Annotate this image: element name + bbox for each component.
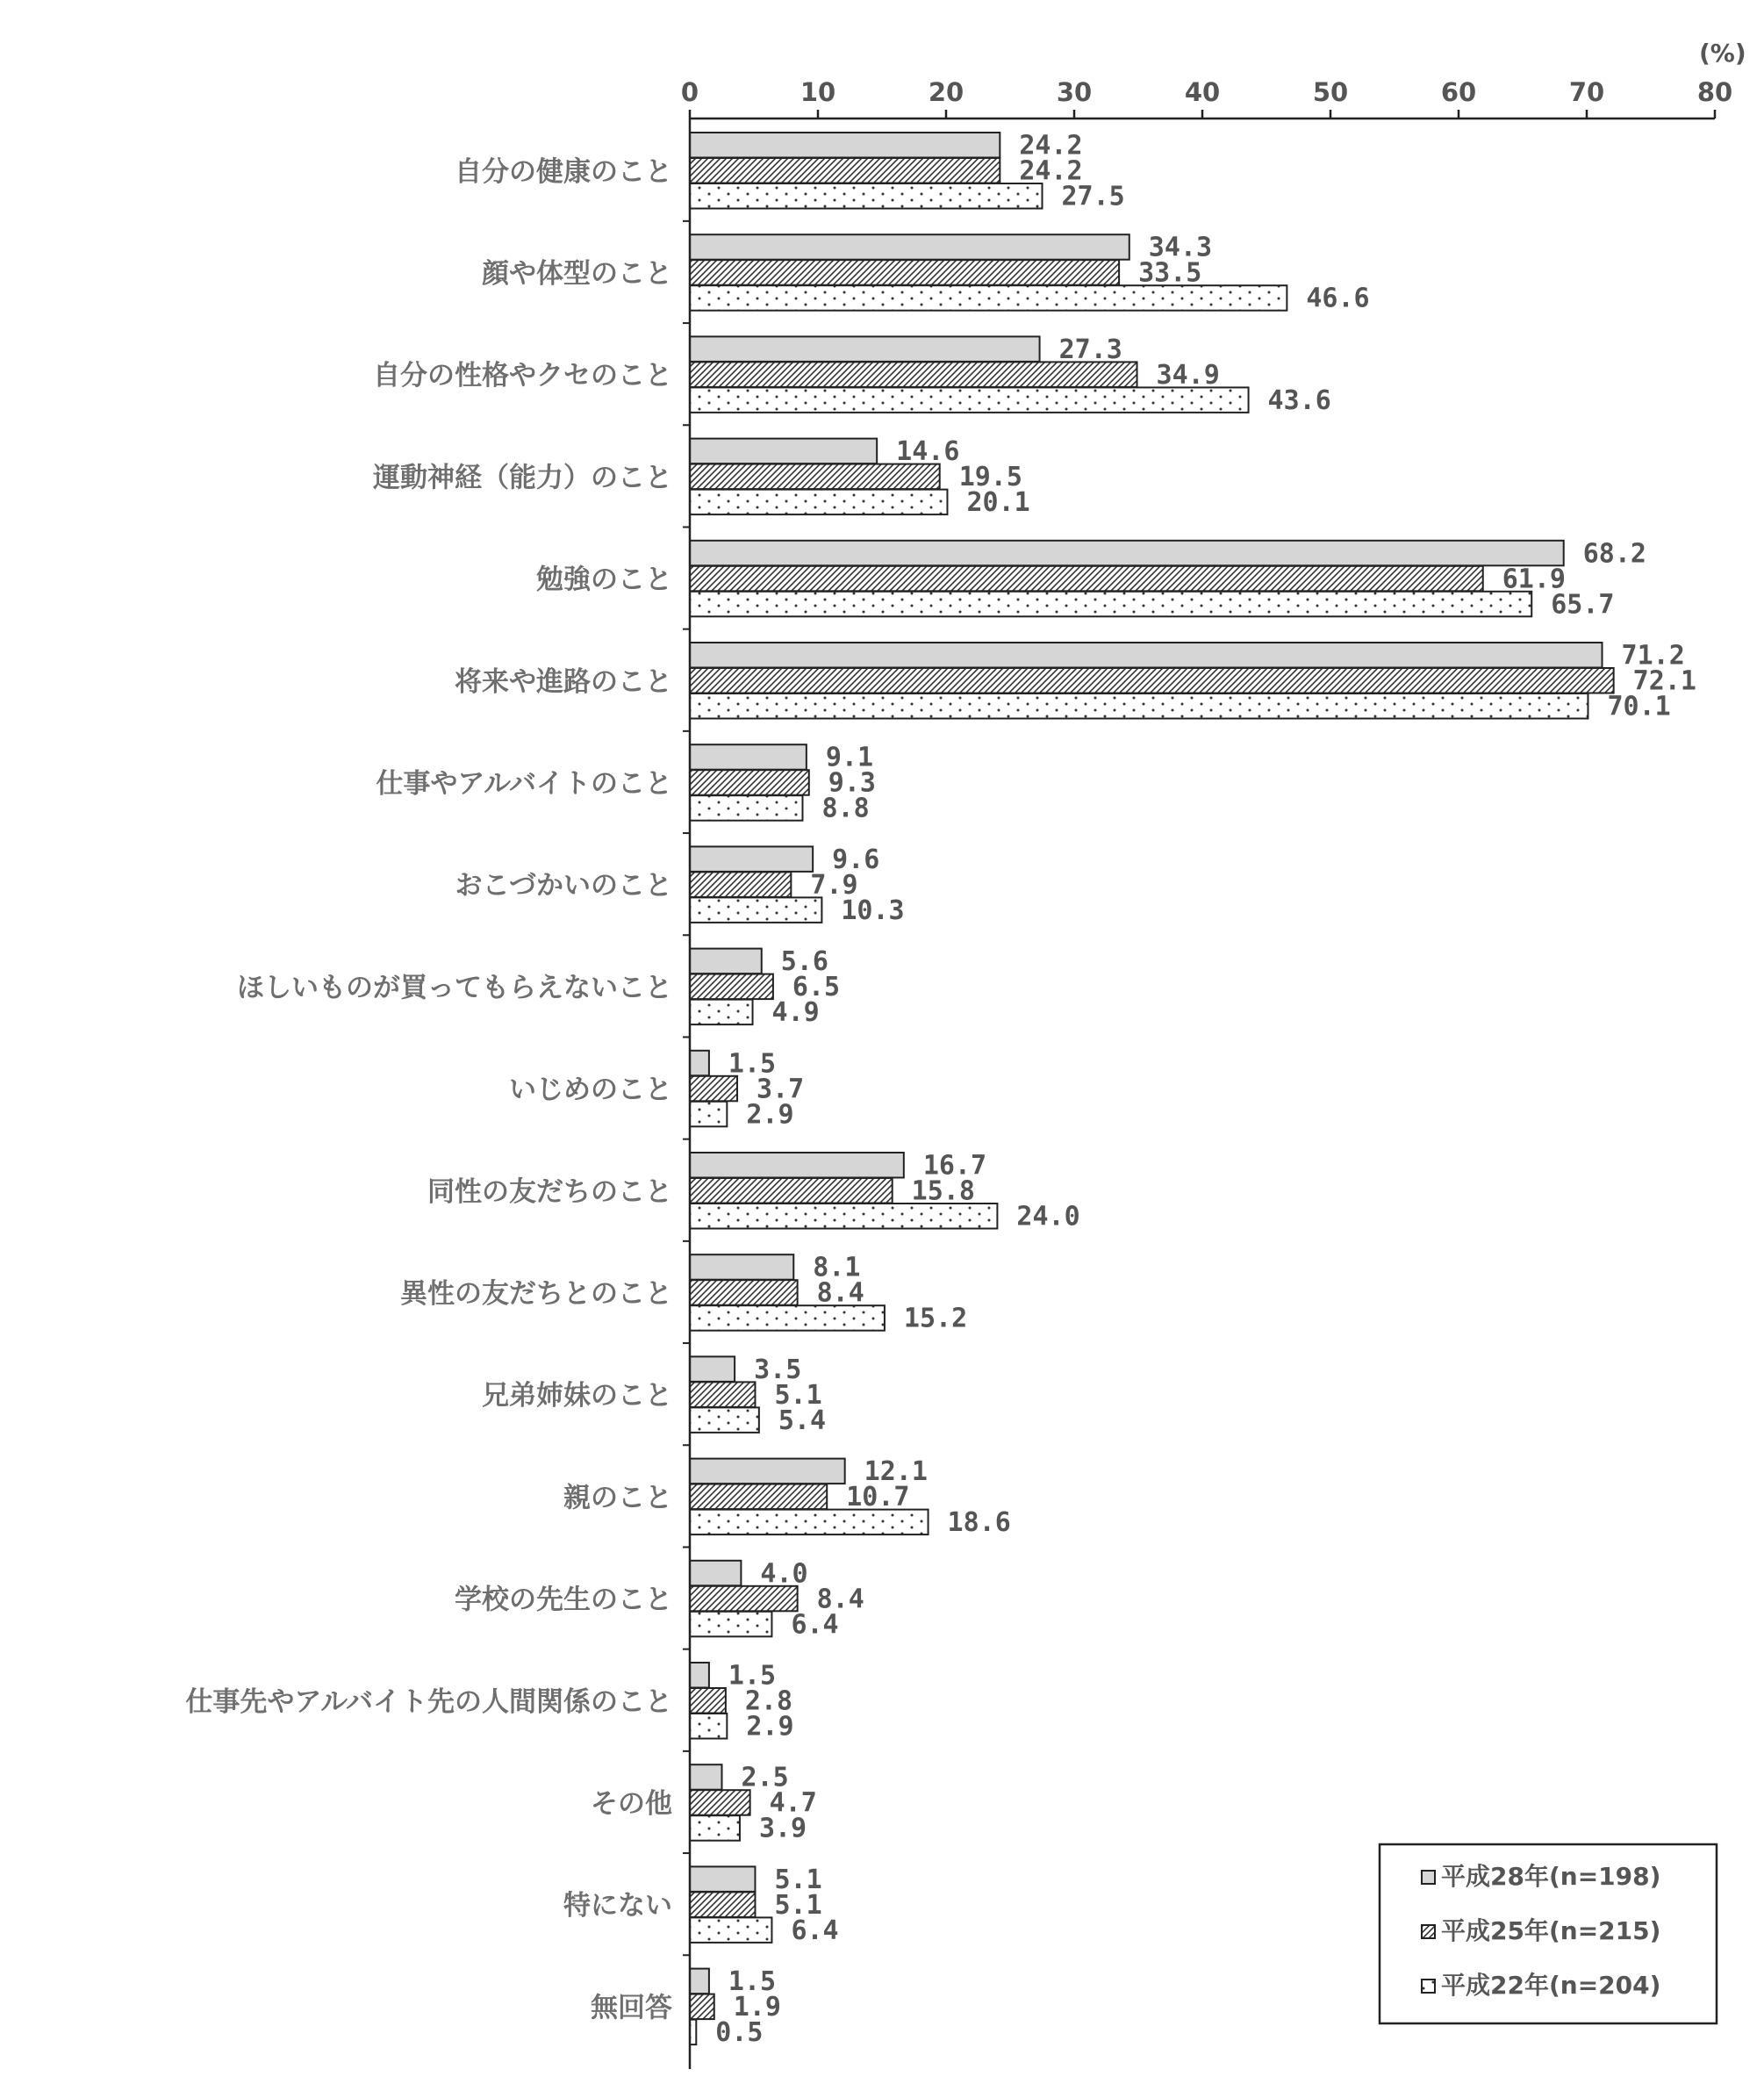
bar-h25 — [690, 566, 1483, 592]
data-label: 16.7 — [922, 1150, 987, 1182]
category-label: 自分の性格やクセのこと — [373, 360, 672, 392]
data-label: 24.2 — [1019, 130, 1083, 162]
bar-h25 — [690, 1280, 798, 1305]
x-tick-label: 10 — [800, 77, 836, 107]
data-label: 46.6 — [1306, 283, 1370, 314]
data-label: 34.3 — [1148, 232, 1213, 263]
bar-h28 — [690, 1459, 845, 1484]
data-label: 9.1 — [825, 742, 874, 773]
legend-swatch — [1422, 1980, 1435, 1993]
bar-h28 — [690, 846, 813, 872]
bar-h22 — [690, 1204, 997, 1229]
data-label: 1.5 — [728, 1966, 777, 1998]
data-label: 6.4 — [791, 1609, 839, 1641]
bar-h28 — [690, 1051, 709, 1076]
data-label: 5.1 — [774, 1864, 822, 1895]
category-label: 勉強のこと — [536, 564, 672, 596]
bar-h25 — [690, 1076, 737, 1102]
data-label: 3.7 — [757, 1074, 805, 1105]
bar-h25 — [690, 1994, 714, 2020]
bar-h22 — [690, 1510, 929, 1535]
data-label: 70.1 — [1607, 691, 1671, 722]
data-label: 2.5 — [741, 1762, 789, 1793]
category-label: いじめのこと — [509, 1074, 672, 1106]
bar-h22 — [690, 1714, 727, 1739]
data-label: 5.6 — [780, 946, 828, 978]
bar-h25 — [690, 1586, 798, 1612]
data-label: 9.3 — [828, 767, 876, 799]
bar-h22 — [690, 183, 1043, 209]
legend-entry: 平成22年(n=204) — [1441, 1971, 1661, 2000]
legend-swatch — [1422, 1871, 1435, 1884]
category-label: 仕事先やアルバイト先の人間関係のこと — [185, 1685, 672, 1718]
bar-h25 — [690, 158, 1000, 183]
data-label: 19.5 — [958, 462, 1022, 493]
data-label: 8.4 — [816, 1584, 864, 1615]
data-label: 8.4 — [816, 1277, 864, 1309]
bar-h28 — [690, 1254, 793, 1280]
data-label: 9.6 — [832, 844, 880, 875]
data-label: 4.0 — [760, 1558, 808, 1590]
data-label: 33.5 — [1138, 257, 1202, 289]
data-label: 68.2 — [1582, 538, 1646, 570]
data-label: 34.9 — [1156, 359, 1220, 391]
bar-h28 — [690, 949, 762, 974]
bar-h22 — [690, 897, 821, 923]
category-label: ほしいものが買ってもらえないこと — [237, 972, 672, 1004]
bar-h22 — [690, 1305, 885, 1331]
data-label: 65.7 — [1551, 589, 1615, 621]
data-label: 5.1 — [774, 1379, 822, 1411]
bar-h25 — [690, 974, 773, 1000]
x-tick-label: 40 — [1184, 77, 1221, 107]
bar-h28 — [690, 1153, 904, 1178]
bar-h22 — [690, 490, 947, 515]
bar-h25 — [690, 1382, 755, 1407]
legend-entry: 平成25年(n=215) — [1441, 1916, 1661, 1945]
x-tick-label: 70 — [1568, 77, 1605, 107]
data-label: 4.9 — [771, 997, 820, 1029]
data-label: 20.1 — [966, 487, 1030, 519]
data-label: 2.8 — [744, 1685, 793, 1717]
data-label: 10.3 — [841, 895, 905, 926]
bar-h28 — [690, 133, 1000, 158]
data-label: 12.1 — [864, 1456, 928, 1488]
data-label: 10.7 — [846, 1482, 910, 1513]
data-label: 71.2 — [1621, 640, 1685, 672]
category-label: 自分の健康のこと — [455, 155, 672, 188]
x-tick-label: 30 — [1056, 77, 1093, 107]
bar-h25 — [690, 362, 1137, 387]
data-label: 27.3 — [1058, 334, 1122, 365]
legend-swatch — [1422, 1925, 1435, 1938]
data-label: 61.9 — [1502, 564, 1566, 595]
data-label: 43.6 — [1267, 384, 1331, 416]
category-label: 異性の友だちとのこと — [400, 1277, 672, 1310]
data-label: 5.1 — [774, 1889, 822, 1921]
bar-h28 — [690, 1561, 741, 1586]
bar-h25 — [690, 872, 791, 897]
category-label: おこづかいのこと — [455, 870, 672, 902]
data-label: 18.6 — [947, 1507, 1011, 1539]
data-label: 2.9 — [746, 1711, 794, 1742]
x-tick-label: 50 — [1312, 77, 1349, 107]
bar-h22 — [690, 387, 1249, 413]
x-tick-label: 60 — [1440, 77, 1477, 107]
bar-h28 — [690, 439, 877, 463]
category-label: 顔や体型のこと — [482, 257, 672, 290]
data-label: 24.2 — [1019, 155, 1083, 187]
category-label: 親のこと — [563, 1482, 672, 1514]
x-tick-label: 80 — [1696, 77, 1733, 107]
data-label: 0.5 — [715, 2017, 764, 2049]
bar-h22 — [690, 592, 1531, 617]
bar-h25 — [690, 1892, 755, 1917]
bar-h25 — [690, 464, 940, 490]
bar-h28 — [690, 1969, 709, 1994]
bar-h25 — [690, 260, 1119, 285]
bar-h28 — [690, 1356, 735, 1382]
bar-h22 — [690, 285, 1287, 311]
bar-h22 — [690, 1102, 727, 1127]
x-tick-label: 0 — [680, 77, 699, 107]
bar-h28 — [690, 643, 1603, 668]
data-label: 1.5 — [728, 1048, 777, 1080]
data-label: 3.9 — [758, 1813, 807, 1844]
data-label: 6.5 — [792, 972, 841, 1003]
bar-h28 — [690, 234, 1129, 260]
bar-h28 — [690, 1663, 709, 1688]
data-label: 15.2 — [903, 1303, 968, 1334]
bar-h22 — [690, 1407, 759, 1433]
category-label: 学校の先生のこと — [455, 1584, 672, 1616]
bar-h22 — [690, 1815, 740, 1841]
category-label: 特にない — [563, 1890, 672, 1922]
x-tick-label: 20 — [928, 77, 964, 107]
bar-h28 — [690, 744, 807, 770]
bar-h25 — [690, 1790, 750, 1815]
bar-h22 — [690, 795, 802, 821]
data-label: 24.0 — [1016, 1201, 1080, 1232]
bar-h25 — [690, 668, 1614, 693]
data-label: 8.1 — [813, 1252, 861, 1283]
data-label: 1.9 — [733, 1992, 781, 2023]
data-label: 4.7 — [769, 1787, 817, 1819]
category-label: 将来や進路のこと — [455, 665, 672, 698]
data-label: 72.1 — [1632, 665, 1696, 697]
bar-h25 — [690, 1484, 827, 1510]
category-label: 運動神経（能力）のこと — [373, 462, 672, 494]
category-label: 同性の友だちのこと — [427, 1175, 672, 1208]
bar-h25 — [690, 770, 809, 795]
bar-h28 — [690, 1866, 755, 1892]
data-label: 8.8 — [821, 793, 870, 824]
category-label: 兄弟姉妹のこと — [482, 1380, 672, 1412]
bar-h25 — [690, 1178, 893, 1204]
bar-h28 — [690, 336, 1040, 362]
data-label: 7.9 — [810, 869, 858, 901]
unit-label: (%) — [1699, 39, 1746, 68]
data-label: 14.6 — [896, 436, 960, 468]
bar-h28 — [690, 541, 1564, 566]
bar-h22 — [690, 1612, 771, 1637]
category-label: その他 — [591, 1787, 672, 1820]
category-label: 仕事やアルバイトのこと — [376, 767, 672, 800]
bar-h22 — [690, 1000, 753, 1025]
data-label: 6.4 — [791, 1915, 839, 1946]
bar-h25 — [690, 1688, 726, 1714]
data-label: 5.4 — [778, 1405, 827, 1436]
legend-entry: 平成28年(n=198) — [1441, 1862, 1661, 1891]
data-label: 1.5 — [728, 1660, 777, 1692]
data-label: 27.5 — [1061, 181, 1125, 212]
bar-h22 — [690, 693, 1588, 719]
bar-h28 — [690, 1764, 722, 1790]
data-label: 3.5 — [754, 1354, 802, 1385]
category-label: 無回答 — [591, 1992, 672, 2024]
data-label: 2.9 — [746, 1099, 794, 1131]
bar-h22 — [690, 1917, 771, 1943]
data-label: 15.8 — [911, 1175, 975, 1207]
